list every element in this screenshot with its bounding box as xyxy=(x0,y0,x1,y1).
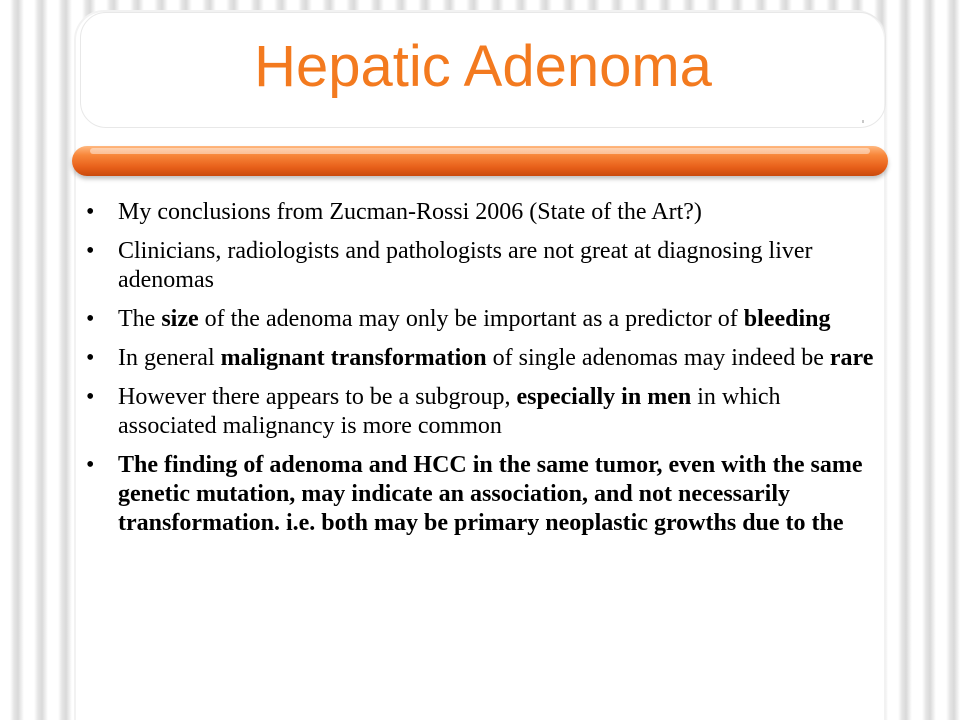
slide-title: Hepatic Adenoma xyxy=(254,33,712,99)
bullet-text-bold: size xyxy=(161,306,199,332)
title-box xyxy=(80,12,886,128)
bullet-text: of single adenomas may indeed be xyxy=(486,345,830,371)
bullet-text: My conclusions from Zucman-Rossi 2006 (State of the Art?) xyxy=(118,199,702,225)
bullet-item xyxy=(86,305,876,334)
bullet-glyph: • xyxy=(86,384,95,410)
divider-highlight xyxy=(90,148,870,154)
bullet-text: However there appears to be a subgroup, xyxy=(118,384,517,410)
bullet-glyph: • xyxy=(86,199,95,225)
bullet-item xyxy=(86,237,876,295)
bullet-text: of the adenoma may only be important as a predictor of xyxy=(198,306,744,332)
bullet-item xyxy=(86,198,876,227)
bullet-glyph: • xyxy=(86,306,95,332)
bullet-item xyxy=(86,451,876,538)
bullet-text-bold: bleeding xyxy=(743,306,831,332)
bullet-glyph: • xyxy=(86,238,95,264)
bullet-text-bold: malignant transformation xyxy=(220,345,487,371)
bullet-glyph: • xyxy=(86,345,95,371)
bullet-text-bold: especially in men xyxy=(516,384,692,410)
bullet-item xyxy=(86,383,876,441)
bullet-text: Clinicians, radiologists and pathologists are not great at diagnosing liver adenomas xyxy=(118,238,813,293)
bullet-item xyxy=(86,344,876,373)
bullet-text: In general xyxy=(118,345,221,371)
bullet-list xyxy=(86,198,876,548)
bullet-text: The xyxy=(118,306,162,332)
bullet-text: in which associated malignancy is more common xyxy=(118,384,781,439)
bullet-glyph: • xyxy=(86,452,95,478)
bullet-text-bold: rare xyxy=(829,345,874,371)
bullet-text-bold: The finding of adenoma and HCC in the same tumor, even with the same genetic mutation, may indicate an association, and not necessarily transformation. i.e. both may be primary neoplastic growths due to the xyxy=(118,452,863,536)
decorative-dot xyxy=(862,120,864,123)
